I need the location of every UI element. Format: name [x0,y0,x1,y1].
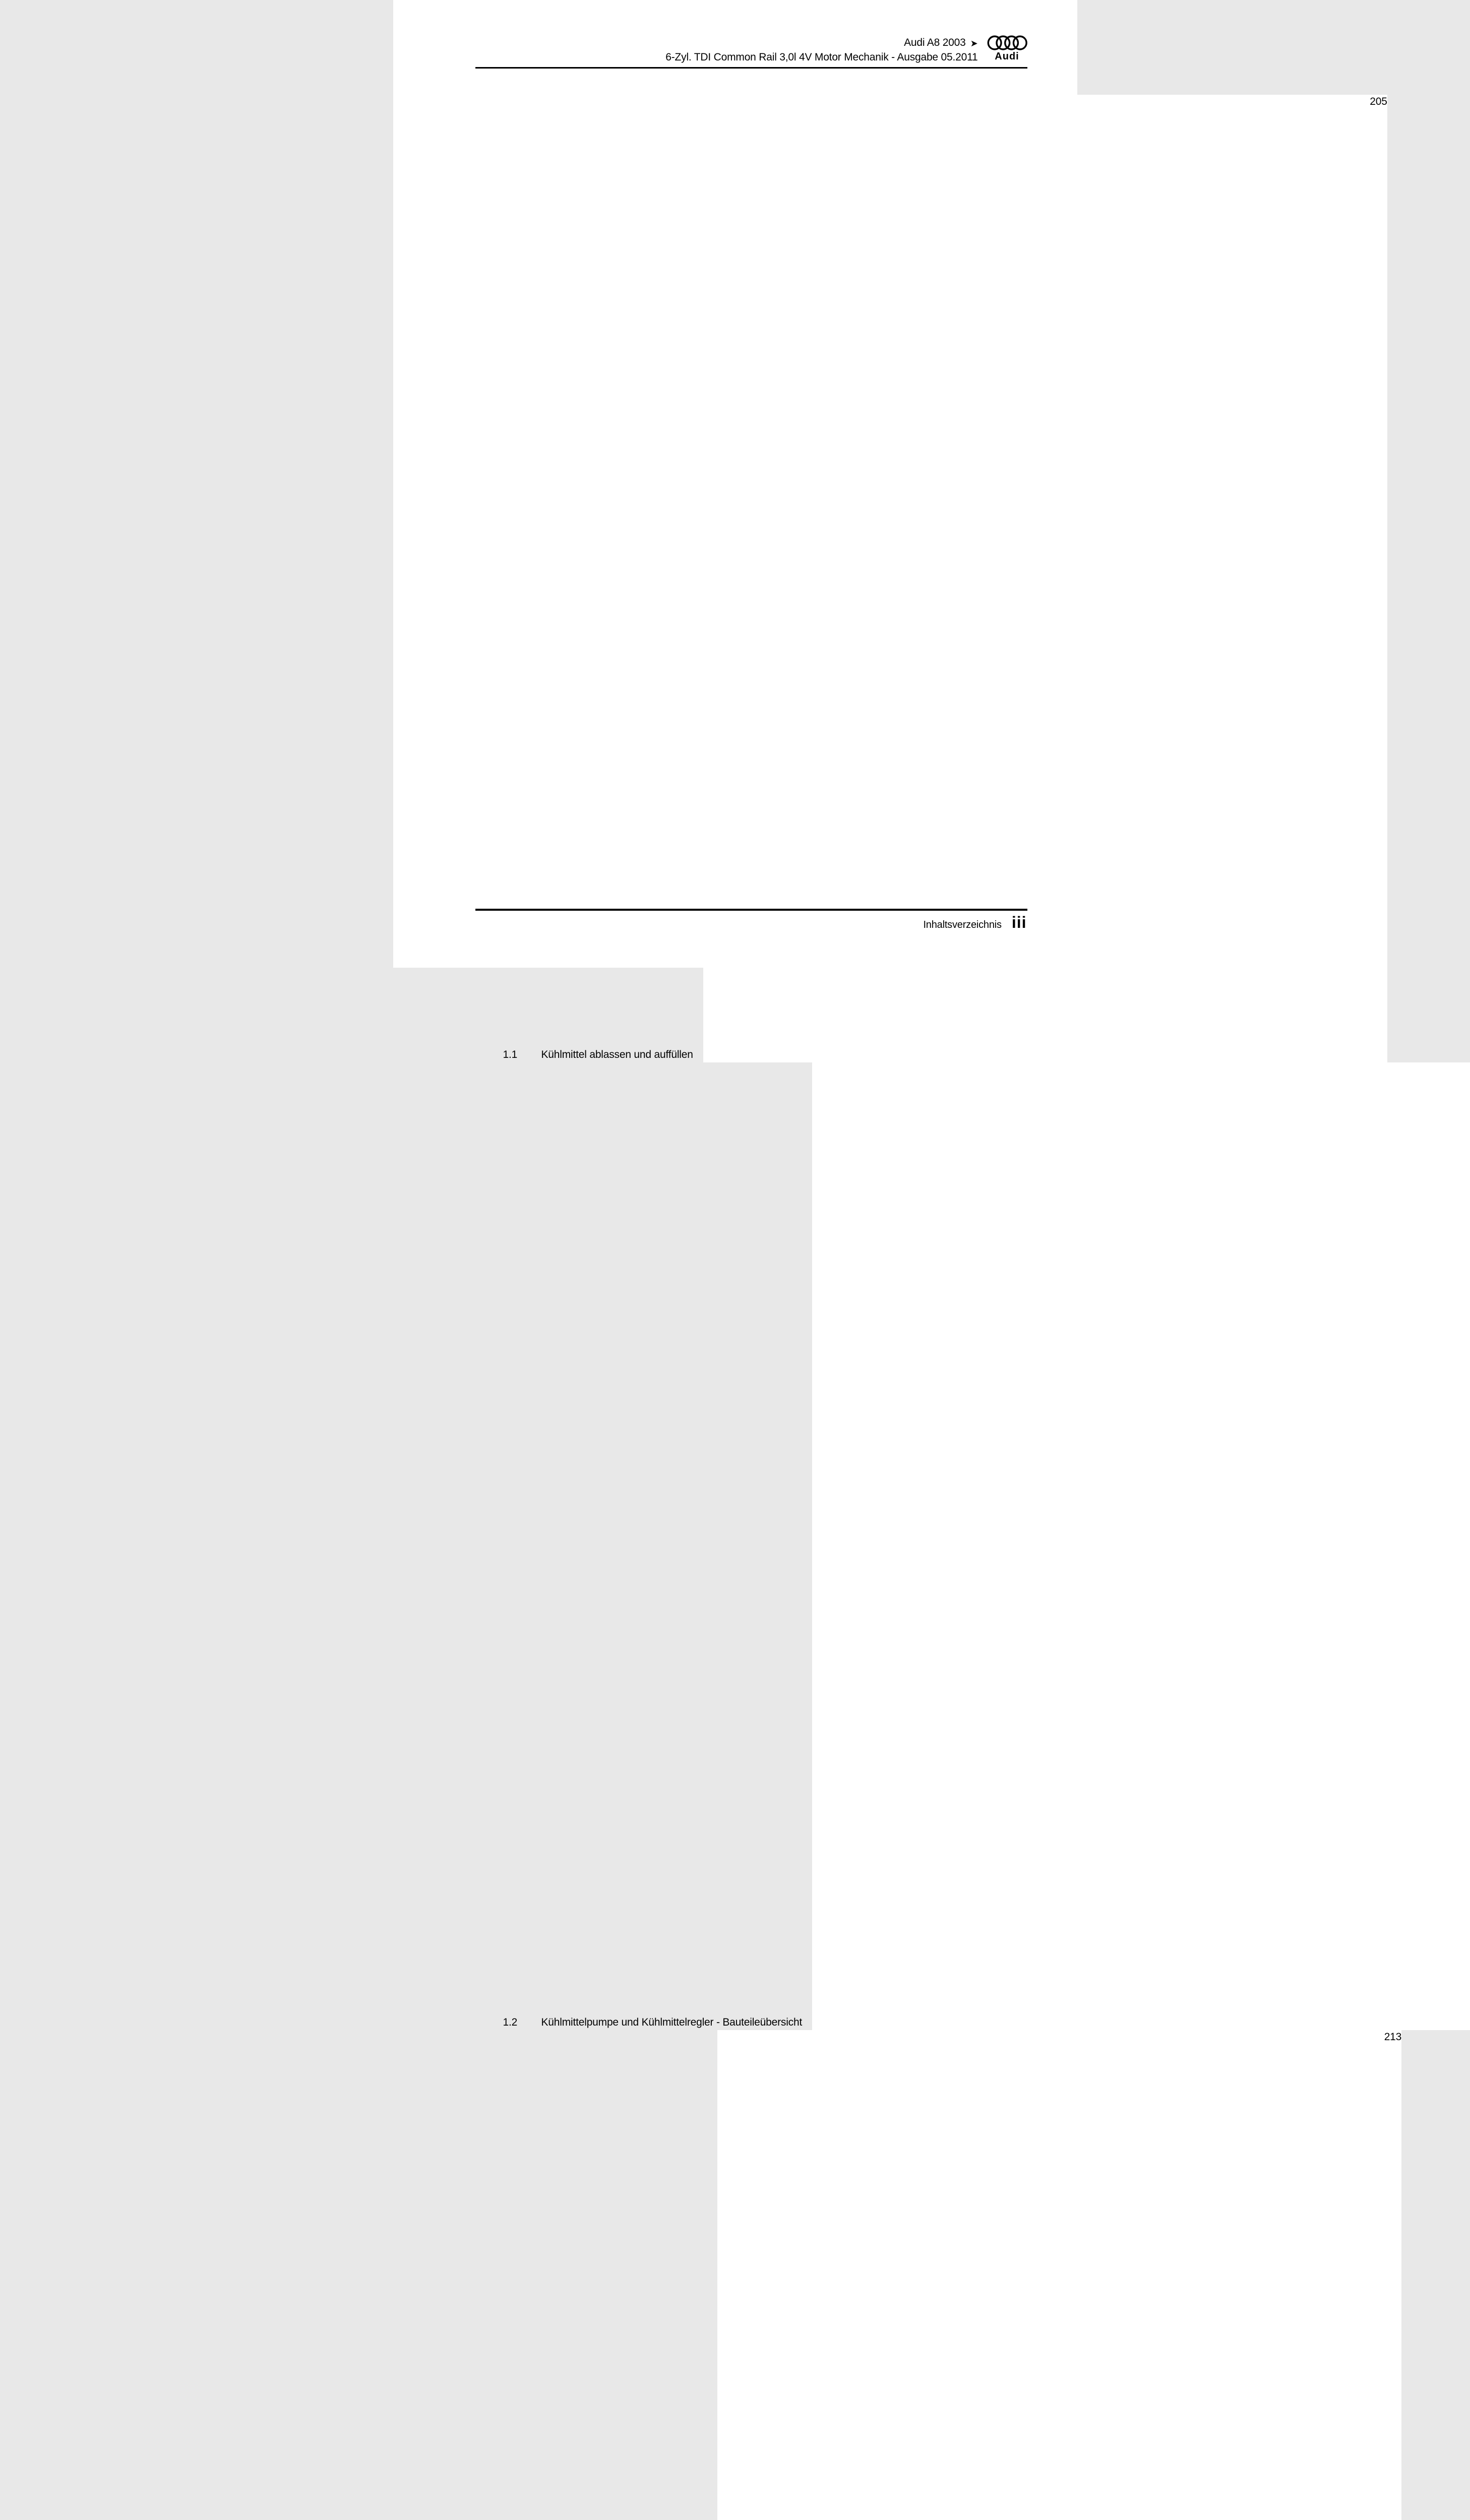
footer-page-number: iii [1011,913,1027,931]
arrow-right-icon: ➤ [970,38,978,48]
model-title: Audi A8 2003 [904,37,966,48]
brand-wordmark: Audi [995,51,1019,62]
audi-rings-logo [987,35,1028,50]
toc-section [474,95,1402,2520]
entry-number: 1.1 [503,1049,518,1061]
document-subtitle: 6-Zyl. TDI Common Rail 3,0l 4V Motor Mechanik - Ausgabe 05.2011 [665,51,978,63]
header-rule [475,67,1027,69]
entry-title: Kühlmittelpumpe und Kühlmittelregler - Bauteileübersicht [541,2017,803,2029]
toc-entry [474,2030,1402,2520]
entry-title: Kühlmittel ablassen und auffüllen [541,1049,693,1061]
footer-rule [475,909,1027,911]
entry-page: 213 [717,2030,1401,2520]
entry-page: 205 [703,95,1387,1062]
footer-label: Inhaltsverzeichnis [923,919,1002,930]
brand-block [986,35,1028,62]
page-header [665,35,1028,65]
entry-number: 1.2 [503,2017,518,2029]
header-text [665,35,977,65]
toc-entry [474,1062,1027,2030]
entry-page [812,1062,1470,2030]
manual-toc-page [393,0,1402,2043]
toc-main [474,95,1402,2520]
page-footer [923,913,1026,932]
